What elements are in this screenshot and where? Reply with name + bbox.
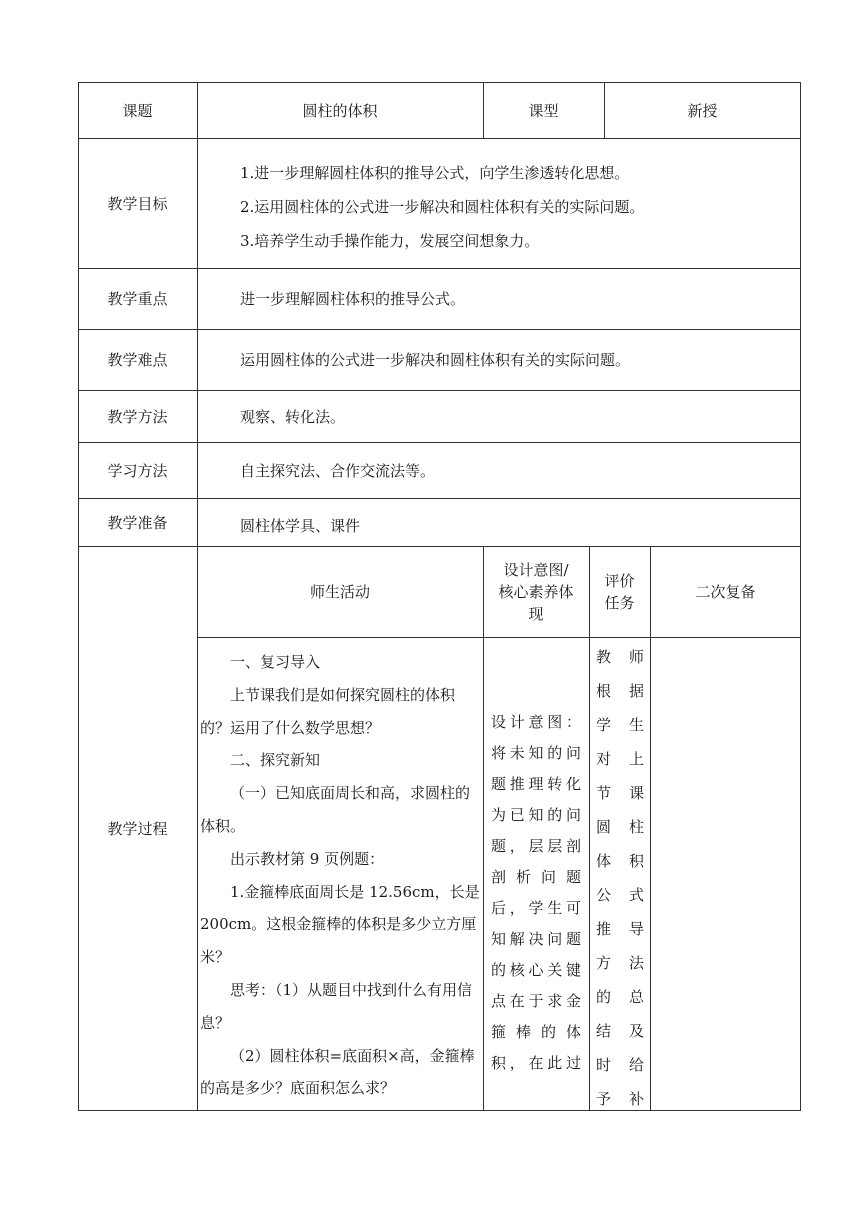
preparation-label: 教学准备 xyxy=(107,513,168,532)
objective-item: 2.运用圆柱体的公式进一步解决和圆柱体积有关的实际问题。 xyxy=(240,198,645,216)
design-line: 题，层层剖 xyxy=(491,837,581,855)
grid-line xyxy=(78,329,801,330)
grid-line xyxy=(78,390,801,391)
topic-label: 课题 xyxy=(122,101,153,120)
grid-line xyxy=(78,268,801,269)
second-review-column-header: 二次复备 xyxy=(695,583,756,601)
eval-line: 节 课 xyxy=(596,784,644,802)
objectives-list xyxy=(240,156,800,266)
grid-line xyxy=(78,138,801,139)
design-line: 积，在此过 xyxy=(491,1054,581,1072)
learning-method-label: 学习方法 xyxy=(107,461,168,480)
grid-line xyxy=(78,498,801,499)
grid-line xyxy=(604,82,605,138)
design-line: 设计意图： xyxy=(491,713,581,731)
eval-line: 学 生 xyxy=(596,716,644,734)
eval-line: 方 法 xyxy=(596,954,644,972)
grid-line xyxy=(197,82,198,1111)
grid-line xyxy=(78,442,801,443)
activity-line: 一、复习导入 xyxy=(230,653,321,671)
method-label: 教学方法 xyxy=(107,407,168,426)
design-line: 剖 析 问 题 xyxy=(491,868,581,886)
eval-line: 公 式 xyxy=(596,886,644,904)
design-line: 的核心关键 xyxy=(491,961,581,979)
design-line: 题推理转化 xyxy=(491,775,581,793)
design-header-line: 核心素养体 xyxy=(498,582,574,601)
grid-line xyxy=(78,82,801,83)
activity-line: 思考：（1）从题目中找到什么有用信息？ xyxy=(200,980,473,1032)
grid-line xyxy=(800,82,801,1111)
activity-line: 1.金箍棒底面周长是 12.56cm，长是 200cm。这根金箍棒的体积是多少立方厘米？ xyxy=(200,882,480,967)
eval-header-line: 评价 xyxy=(604,571,635,590)
design-content xyxy=(491,707,581,1107)
activity-column-header: 师生活动 xyxy=(309,583,370,601)
grid-line xyxy=(78,546,801,547)
grid-line xyxy=(650,546,651,1111)
eval-line: 对 上 xyxy=(596,750,644,768)
type-label: 课型 xyxy=(528,101,559,120)
design-header-line: 现 xyxy=(528,604,544,623)
method-value: 观察、转化法。 xyxy=(240,407,346,426)
activity-line: 上节课我们是如何探究圆柱的体积的？运用了什么数学思想？ xyxy=(200,685,456,737)
eval-line: 予 补 xyxy=(596,1090,644,1108)
design-line: 箍 棒 的 体 xyxy=(491,1023,581,1041)
grid-line xyxy=(483,546,484,1111)
eval-line: 时 给 xyxy=(596,1056,644,1074)
design-column-header xyxy=(483,546,589,637)
design-line: 知解决问题 xyxy=(491,930,581,948)
design-line: 点在于求金 xyxy=(491,992,581,1010)
type-value: 新授 xyxy=(687,101,718,120)
design-line: 将未知的问 xyxy=(491,744,581,762)
objective-item: 3.培养学生动手操作能力，发展空间想象力。 xyxy=(240,232,540,250)
eval-header-line: 任务 xyxy=(604,593,635,612)
grid-line xyxy=(589,546,590,1111)
eval-line: 的 总 xyxy=(596,988,644,1006)
eval-line: 推 导 xyxy=(596,920,644,938)
grid-line xyxy=(197,637,801,638)
design-header-line: 设计意图/ xyxy=(503,560,569,579)
activity-line: 二、探究新知 xyxy=(230,751,321,770)
eval-line: 体 积 xyxy=(596,852,644,870)
grid-line xyxy=(78,82,79,1111)
eval-line: 教 师 xyxy=(596,648,644,666)
topic-value: 圆柱的体积 xyxy=(302,101,378,120)
learning-method-value: 自主探究法、合作交流法等。 xyxy=(240,461,436,480)
key-point-label: 教学重点 xyxy=(107,290,168,308)
eval-content xyxy=(596,640,644,1108)
activity-line: 出示教材第 9 页例题： xyxy=(230,849,385,868)
process-label: 教学过程 xyxy=(107,819,168,838)
eval-line: 根 据 xyxy=(596,682,644,700)
difficulty-value: 运用圆柱体的公式进一步解决和圆柱体积有关的实际问题。 xyxy=(240,351,631,369)
second-review-content xyxy=(652,640,798,1108)
eval-line: 圆 柱 xyxy=(596,818,644,836)
preparation-value: 圆柱体学具、课件 xyxy=(240,516,361,535)
grid-line xyxy=(78,1110,801,1111)
grid-line xyxy=(483,82,484,138)
activity-line: （一）已知底面周长和高，求圆柱的体积。 xyxy=(200,784,471,835)
eval-line: 结 及 xyxy=(596,1022,644,1040)
objective-item: 1.进一步理解圆柱体积的推导公式，向学生渗透转化思想。 xyxy=(240,164,630,182)
design-line: 后，学生可 xyxy=(491,899,581,917)
difficulty-label: 教学难点 xyxy=(107,351,168,369)
key-point-value: 进一步理解圆柱体积的推导公式。 xyxy=(240,290,466,308)
activity-line: （2）圆柱体积=底面积×高，金箍棒的高是多少？底面积怎么求？ xyxy=(200,1046,475,1098)
activity-content xyxy=(200,646,480,1106)
eval-column-header xyxy=(589,546,650,637)
design-line: 为已知的问 xyxy=(491,806,581,824)
objectives-label: 教学目标 xyxy=(107,194,168,213)
